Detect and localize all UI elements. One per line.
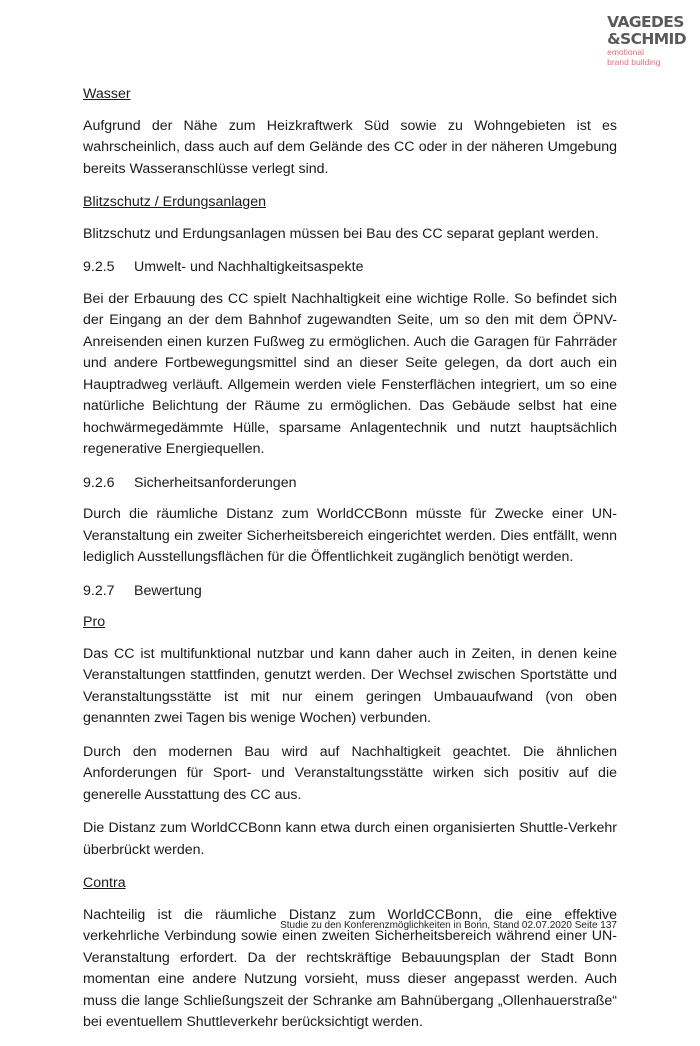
paragraph-pro-1: Das CC ist multifunktional nutzbar und kann daher auch in Zeiten, in denen keine Veranstaltungen stattfinden, genutzt werden. Der Wechsel zwischen Sportstätte und Veranstaltungsstätte ist mit nur einem geringen Umbauaufwand (von oben genannten zwei Tagen bis wenige Wochen) verbunden. <box>83 645 617 726</box>
section-title: Sicherheitsanforderungen <box>134 474 297 491</box>
logo-line-1: VAGEDES <box>607 13 684 31</box>
brand-logo <box>607 14 686 67</box>
page-content <box>83 84 617 1046</box>
section-heading-sicherheit <box>83 473 617 495</box>
paragraph-wasser: Aufgrund der Nähe zum Heizkraftwerk Süd sowie zu Wohngebieten ist es wahrscheinlich, dass auch auf dem Gelände des CC oder in der näheren Umgebung bereits Wasseranschlüsse verlegt sind. <box>83 117 617 177</box>
paragraph-sicherheit: Durch die räumliche Distanz zum WorldCCBonn müsste für Zwecke einer UN-Veranstaltung ein zweiter Sicherheitsbereich eingerichtet werden. Dies entfällt, wenn lediglich Ausstellungsflächen für die Öffentlichkeit zugänglich benötigt werden. <box>83 506 617 565</box>
paragraph-umwelt: Bei der Erbauung des CC spielt Nachhaltigkeit eine wichtige Rolle. So befindet sich der Eingang an der dem Bahnhof zugewandten Seite, um so den mit dem ÖPNV-Anreisenden einen kurzen Fußweg zu ermöglichen. Auch die Garagen für Fahrräder und andere Fortbewegungsmittel sind an dieser Seite gelegen, da dort auch ein Hauptradweg verläuft. Allgemein werden viele Fensterflächen integriert, um so eine natürliche Belichtung der Räume zu ermöglichen. Das Gebäude selbst hat eine hochwärmegedämmte Hülle, sparsame Anlagentechnik und nutzt hauptsächlich regenerative Energiequellen. <box>83 290 617 457</box>
heading-pro: Pro <box>83 614 106 630</box>
section-title: Umwelt- und Nachhaltigkeitsaspekte <box>134 259 364 275</box>
section-heading-umwelt <box>83 257 617 279</box>
section-title: Bewertung <box>134 582 202 599</box>
logo-line-2: &SCHMID <box>607 30 686 48</box>
logo-tagline-2: brand building <box>607 56 661 67</box>
section-number: 9.2.7 <box>83 582 115 599</box>
logo-tagline-1: emotional <box>607 47 644 57</box>
heading-blitzschutz: Blitzschutz / Erdungsanlagen <box>83 194 266 210</box>
paragraph-pro-2: Durch den modernen Bau wird auf Nachhaltigkeit geachtet. Die ähnlichen Anforderungen für Sport- und Veranstaltungsstätte wirken sich positiv auf die generelle Ausstattung des CC aus. <box>83 743 617 803</box>
paragraph-pro-3: Die Distanz zum WorldCCBonn kann etwa durch einen organisierten Shuttle-Verkehr überbrückt werden. <box>83 820 617 858</box>
paragraph-contra: Nachteilig ist die räumliche Distanz zum WorldCCBonn, die eine effektive verkehrliche Verbindung sowie einen zweiten Sicherheitsbereich während einer UN-Veranstaltung erfordert. Da der rechtskräftige Bebauungsplan der Stadt Bonn momentan eine andere Nutzung vorsieht, muss dieser angepasst werden. Auch muss die lange Schließungszeit der Schranke am Bahnübergang „Ollenhauerstraße“ bei eventuellem Shuttleverkehr berücksichtigt werden. <box>83 906 617 1030</box>
heading-contra: Contra <box>83 875 126 891</box>
section-number: 9.2.5 <box>83 259 115 275</box>
page-footer: Studie zu den Konferenzmöglichkeiten in Bonn, Stand 02.07.2020 Seite 137 <box>280 920 617 931</box>
paragraph-blitzschutz: Blitzschutz und Erdungsanlagen müssen bei Bau des CC separat geplant werden. <box>83 225 599 242</box>
heading-wasser: Wasser <box>83 86 131 102</box>
section-heading-bewertung <box>83 581 617 603</box>
section-number: 9.2.6 <box>83 474 115 491</box>
